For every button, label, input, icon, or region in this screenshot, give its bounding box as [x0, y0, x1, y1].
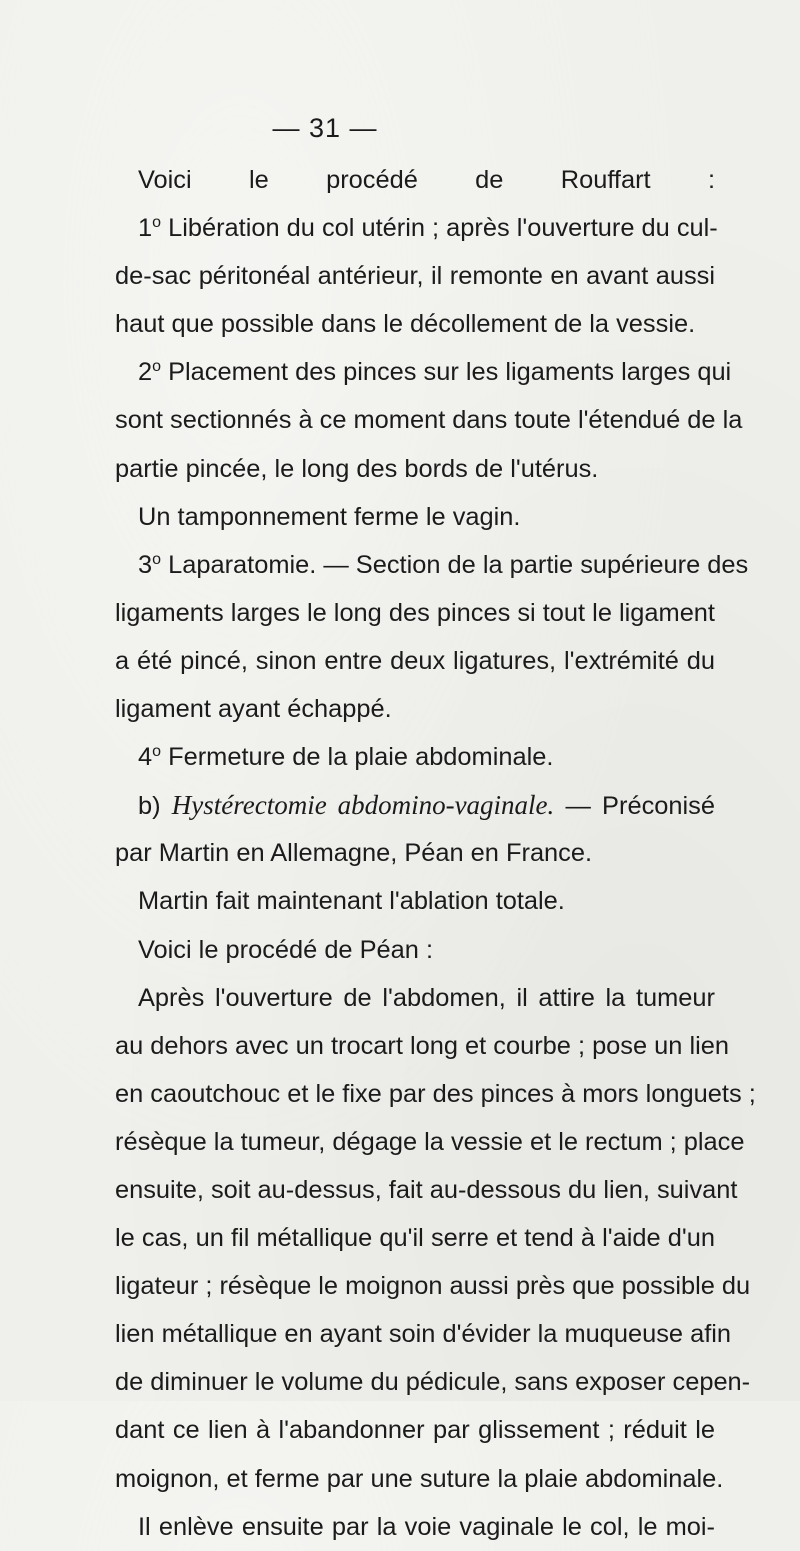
line-text: a été pincé, sinon entre deux ligatures, l'extrémité du [115, 646, 715, 675]
text-line [115, 348, 732, 396]
text-line [115, 1358, 751, 1406]
item-number: 1 [138, 214, 153, 243]
text-line [115, 1406, 715, 1454]
line-text: Après l'ouverture de l'abdomen, il attire la tumeur [138, 983, 715, 1012]
line-text: Fermeture de la plaie abdominale. [168, 743, 554, 772]
line-text: Voici le procédé de Péan : [138, 935, 434, 964]
text-line [115, 1118, 745, 1166]
line-text: partie pincée, le long des bords de l'utérus. [115, 454, 599, 483]
item-number: 4 [138, 743, 153, 772]
line-text: ligaments larges le long des pinces si tout le ligament [115, 598, 715, 627]
line-text: sont sectionnés à ce moment dans toute l'étendué de la [115, 406, 743, 435]
body-text [115, 156, 756, 1551]
ordinal-mark: o [152, 550, 162, 568]
text-line [115, 829, 715, 877]
text-line [115, 300, 715, 348]
text-line [115, 1070, 756, 1118]
line-text: dant ce lien à l'abandonner par glissement ; réduit le [115, 1416, 715, 1445]
text-line [115, 156, 715, 204]
text-line [115, 877, 715, 925]
item-number: 3 [138, 550, 153, 579]
text-line [115, 974, 715, 1022]
line-text: ligament ayant échappé. [115, 695, 392, 724]
line-text: Un tamponnement ferme le vagin. [138, 502, 521, 531]
text-line [115, 204, 718, 252]
line-text: Il enlève ensuite par la voie vaginale le col, le moi- [138, 1512, 715, 1541]
text-line [115, 1166, 738, 1214]
text-line [115, 541, 749, 589]
text-line [115, 781, 715, 829]
line-text: le cas, un fil métallique qu'il serre et tend à l'aide d'un [115, 1224, 715, 1253]
line-text: au dehors avec un trocart long et courbe ; pose un lien [115, 1031, 729, 1060]
line-text: — Préconisé [565, 792, 715, 821]
line-text: Placement des pinces sur les ligaments larges qui [168, 358, 732, 387]
line-text: haut que possible dans le décollement de la vessie. [115, 310, 696, 339]
line-text: ligateur ; résèque le moignon aussi près que possible du [115, 1272, 751, 1301]
text-line [115, 1022, 729, 1070]
text-line [115, 589, 715, 637]
line-text: moignon, et ferme par une suture la plaie abdominale. [115, 1464, 724, 1493]
line-text: Laparatomie. — Section de la partie supérieure des [168, 550, 749, 579]
section-title: Hystérectomie abdomino-vaginale. [171, 790, 555, 821]
text-line [115, 396, 743, 444]
text-line [115, 685, 715, 733]
ordinal-mark: o [152, 214, 162, 232]
line-text: Libération du col utérin ; après l'ouverture du cul- [168, 214, 718, 243]
line-text: de diminuer le volume du pédicule, sans exposer cepen- [115, 1368, 751, 1397]
text-line [115, 926, 715, 974]
item-number: 2 [138, 358, 153, 387]
ordinal-mark: o [152, 743, 162, 761]
text-line [115, 1455, 724, 1503]
line-text: lien métallique en ayant soin d'évider la muqueuse afin [115, 1320, 732, 1349]
text-line [115, 445, 715, 493]
text-line [115, 493, 715, 541]
text-line [115, 637, 715, 685]
line-text: de-sac péritonéal antérieur, il remonte en avant aussi [115, 262, 715, 291]
text-line [115, 1503, 715, 1551]
page-number: — 31 — [272, 113, 378, 143]
line-text: Voici le procédé de Rouffart : [138, 166, 715, 194]
text-line [115, 252, 715, 300]
line-text: par Martin en Allemagne, Péan en France. [115, 839, 593, 868]
section-letter: b) [138, 792, 161, 821]
text-line [115, 733, 715, 781]
text-line [115, 1262, 751, 1310]
text-line [115, 1214, 715, 1262]
line-text: résèque la tumeur, dégage la vessie et le rectum ; place [115, 1127, 745, 1156]
line-text: ensuite, soit au-dessus, fait au-dessous du lien, suivant [115, 1175, 738, 1204]
line-text: en caoutchouc et le fixe par des pinces à mors longuets ; [115, 1079, 756, 1108]
line-text: Martin fait maintenant l'ablation totale. [138, 887, 565, 916]
ordinal-mark: o [152, 358, 162, 376]
text-line [115, 1310, 732, 1358]
